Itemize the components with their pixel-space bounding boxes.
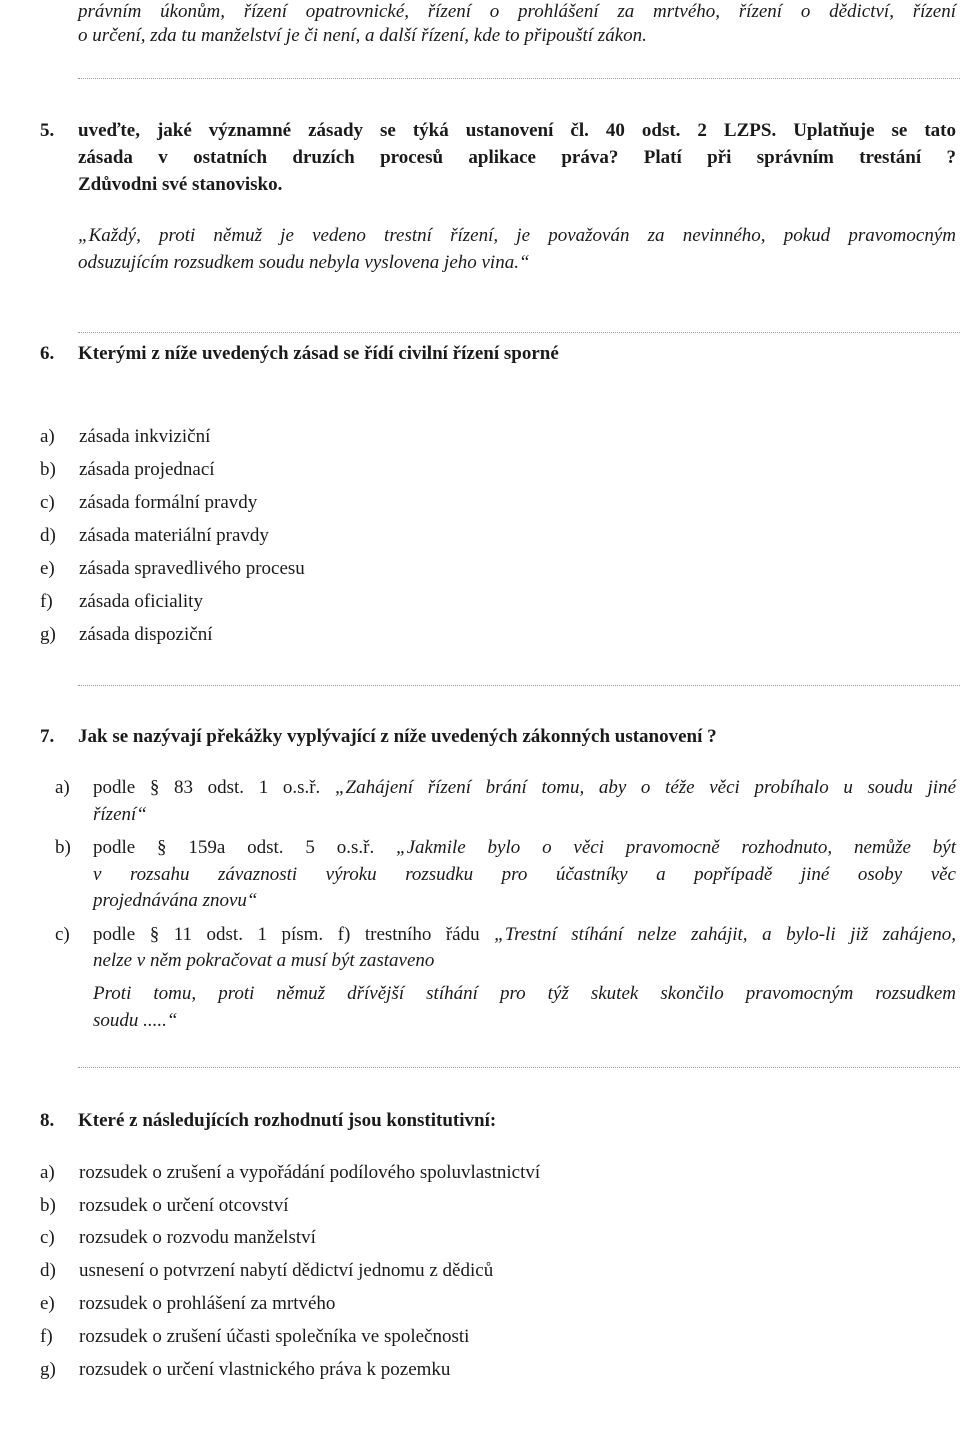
divider	[78, 685, 960, 686]
option-text: usnesení o potvrzení nabytí dědictví jednomu z dědiců	[79, 1260, 494, 1281]
q5-title-line-3: Zdůvodni své stanovisko.	[78, 174, 283, 195]
item-reference: podle § 11 odst. 1 písm. f) trestního řádu	[93, 924, 480, 945]
q6-title: Kterými z níže uvedených zásad se řídí civilní řízení sporné	[78, 343, 559, 364]
option-text: zásada formální pravdy	[79, 492, 258, 513]
q7-number: 7.	[40, 726, 55, 747]
item-quote: „Jakmile bylo o věci pravomocně rozhodnuto, nemůže být	[396, 837, 957, 858]
option-text: zásada inkviziční	[79, 426, 211, 447]
option-letter: e)	[40, 558, 55, 579]
q8-option-b	[40, 1193, 288, 1219]
q7-item-c-line-3: Proti tomu, proti němuž dřívější stíhání pro týž skutek skončilo pravomocným rozsudkem	[93, 983, 956, 1004]
option-text: rozsudek o zrušení a vypořádání podílového spoluvlastnictví	[79, 1162, 541, 1183]
option-letter: a)	[40, 426, 55, 447]
q8-option-c	[40, 1225, 316, 1251]
option-text: zásada oficiality	[79, 591, 203, 612]
option-letter: e)	[40, 1293, 55, 1314]
item-reference: podle § 83 odst. 1 o.s.ř.	[93, 777, 321, 798]
option-letter: b)	[40, 1195, 56, 1216]
option-letter: d)	[40, 525, 56, 546]
q7-item-a-line-2: řízení“	[93, 804, 147, 825]
item-letter: b)	[55, 837, 71, 858]
option-text: rozsudek o prohlášení za mrtvého	[79, 1293, 336, 1314]
option-text: zásada projednací	[79, 459, 215, 480]
option-letter: f)	[40, 1326, 53, 1347]
q7-item-c-line-1	[55, 922, 956, 948]
option-letter: c)	[40, 492, 55, 513]
item-reference: podle § 159a odst. 5 o.s.ř.	[93, 837, 375, 858]
option-letter: f)	[40, 591, 53, 612]
q6-option-a	[40, 424, 210, 450]
option-text: zásada materiální pravdy	[79, 525, 269, 546]
option-letter: g)	[40, 1359, 56, 1380]
q5-title-line-2: zásada v ostatních druzích procesů aplikace práva? Platí při správním trestání ?	[78, 147, 956, 168]
q8-option-f	[40, 1324, 469, 1350]
q6-option-d	[40, 523, 269, 549]
q7-item-b-line-3: projednávána znovu“	[93, 890, 258, 911]
option-text: rozsudek o určení vlastnického práva k pozemku	[79, 1359, 451, 1380]
option-text: zásada spravedlivého procesu	[79, 558, 305, 579]
option-text: rozsudek o určení otcovství	[79, 1195, 289, 1216]
divider	[78, 1067, 960, 1068]
option-text: rozsudek o rozvodu manželství	[79, 1227, 316, 1248]
item-quote: „Zahájení řízení brání tomu, aby o téže věci probíhalo u soudu jiné	[334, 777, 956, 798]
option-letter: a)	[40, 1162, 55, 1183]
option-text: rozsudek o zrušení účasti společníka ve společnosti	[79, 1326, 470, 1347]
q5-answer-line-1: „Každý, proti němuž je vedeno trestní řízení, je považován za nevinného, pokud pravomocným	[78, 225, 956, 246]
option-letter: d)	[40, 1260, 56, 1281]
q5-answer-line-2: odsuzujícím rozsudkem soudu nebyla vyslovena jeho vina.“	[78, 252, 530, 273]
option-letter: g)	[40, 624, 56, 645]
q8-option-d	[40, 1258, 493, 1284]
q5-title-line-1: uveďte, jaké významné zásady se týká ustanovení čl. 40 odst. 2 LZPS. Uplatňuje se tato	[78, 120, 956, 141]
item-quote: „Trestní stíhání nelze zahájit, a bylo-li již zahájeno,	[494, 924, 956, 945]
option-letter: b)	[40, 459, 56, 480]
q6-option-b	[40, 457, 215, 483]
intro-line-2: o určení, zda tu manželství je či není, a další řízení, kde to připouští zákon.	[78, 25, 647, 46]
q6-option-e	[40, 556, 305, 582]
item-letter: a)	[55, 777, 70, 798]
q5-number: 5.	[40, 120, 55, 141]
option-text: zásada dispoziční	[79, 624, 213, 645]
q7-item-c-line-4: soudu .....“	[93, 1010, 178, 1031]
q8-title: Které z následujících rozhodnutí jsou konstitutivní:	[78, 1110, 497, 1131]
item-letter: c)	[55, 924, 70, 945]
q8-option-e	[40, 1291, 335, 1317]
q6-number: 6.	[40, 343, 55, 364]
option-letter: c)	[40, 1227, 55, 1248]
q6-option-g	[40, 622, 212, 648]
q7-item-a-line-1	[55, 775, 956, 801]
q8-option-a	[40, 1160, 540, 1186]
q6-option-f	[40, 589, 203, 615]
q7-item-b-line-2: v rozsahu závaznosti výroku rozsudku pro účastníky a popřípadě jiné osoby věc	[93, 864, 956, 885]
q7-item-b-line-1	[55, 835, 956, 861]
intro-line-1: právním úkonům, řízení opatrovnické, řízení o prohlášení za mrtvého, řízení o dědictví, řízení	[78, 1, 956, 22]
divider	[78, 332, 960, 333]
q6-option-c	[40, 490, 257, 516]
q8-number: 8.	[40, 1110, 55, 1131]
q8-option-g	[40, 1357, 450, 1383]
q7-title: Jak se nazývají překážky vyplývající z níže uvedených zákonných ustanovení ?	[78, 726, 717, 747]
q7-item-c-line-2: nelze v něm pokračovat a musí být zastaveno	[93, 950, 435, 971]
divider	[78, 78, 960, 79]
